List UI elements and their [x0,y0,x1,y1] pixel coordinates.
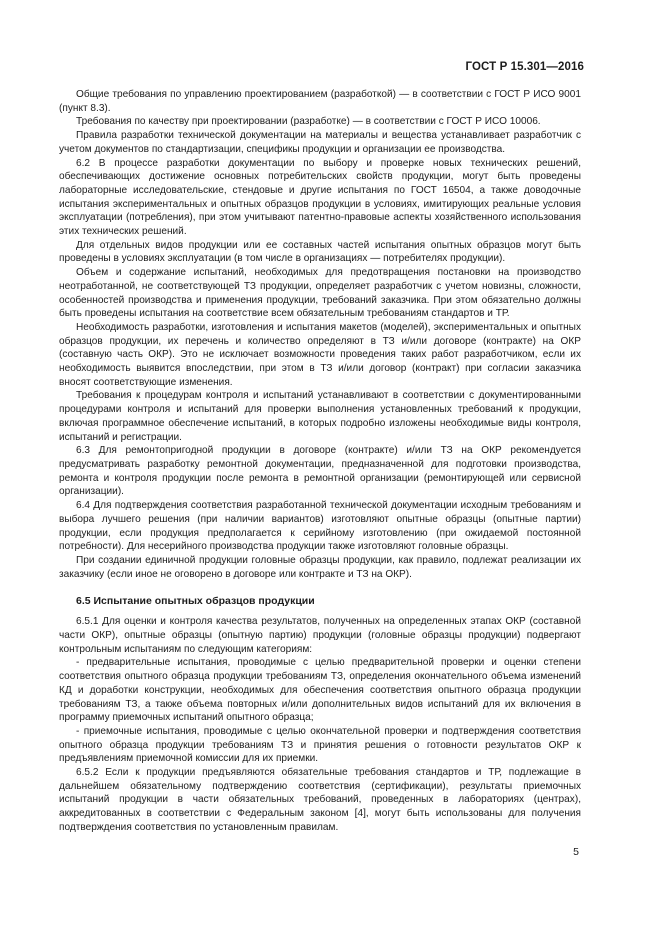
paragraph: 6.3 Для ремонтопригодной продукции в договоре (контракте) и/или ТЗ на ОКР рекомендуется предусматривать разработку ремонтной документации, предназначенной для подготовки производства, ремонта и контроля продукции после ремонта в ремонтной организации (ремонтирующей или сервисной организации). [59,445,581,498]
paragraph: Для отдельных видов продукции или ее составных частей испытания опытных образцов могут быть проведены в условиях эксплуатации (в том числе в организациях — потребителях продукции). [59,239,581,265]
document-code-header: ГОСТ Р 15.301—2016 [465,61,584,73]
page-number: 5 [573,846,579,858]
paragraph: Требования по качеству при проектировании (разработке) — в соответствии с ГОСТ Р ИСО 10006. [76,116,541,128]
paragraph: 6.5.1 Для оценки и контроля качества результатов, полученных на определенных этапах ОКР (составной части ОКР), опытные образцы (опытную партию) продукции (головные образцы продукции) подвергают контрольным испытаниям по следующим категориям: [59,616,581,655]
paragraph: 6.2 В процессе разработки документации по выбору и проверке новых технических решений, обеспечивающих достижение основных потребительских свойств продукции, могут быть проведены лабораторные исследовательские, стендовые и другие испытания по ГОСТ 16504, а также доводочные испытания экспериментальных и опытных образцов продукции в условиях, имитирующих реальные условия эксплуатации (потребления), при этом учитывают патентно-правовые аспекты хозяйственного использования этих технических решений. [59,157,581,238]
paragraph: Требования к процедурам контроля и испытаний устанавливают в соответствии с документированными процедурами контроля и испытаний для проверки выполнения установленных требований к продукции, включая программное обеспечение испытаний, в которых подробно изложены необходимые виды контроля, испытаний и регистрации. [59,390,581,443]
paragraph: 6.4 Для подтверждения соответствия разработанной технической документации исходным требованиям и выбора лучшего решения (при наличии вариантов) изготовляют опытные образцы (опытные партии) продукции, если продукция предполагается к серийному изготовлению (при ожидаемой постоянной потребности). Для несерийного производства продукции также изготовляют головные образцы. [59,500,581,553]
list-item: - приемочные испытания, проводимые с целью окончательной проверки и подтверждения соответствия опытного образца продукции требованиям ТЗ и принятия решения о готовности результатов ОКР к предъявлениям приемочной комиссии для их приемки. [59,725,581,765]
paragraph: 6.5.2 Если к продукции предъявляются обязательные требования стандартов и ТР, подлежащие в дальнейшем обязательному подтверждению соответствия (сертификации), результаты приемочных испытаний продукции в части обязательных требований, проведенных в лабораториях (центрах), аккредитованных в соответствии с Федеральным законом [4], могут быть использованы для получения подтверждения соответствия по установленным правилам. [59,767,581,833]
section-heading: 6.5 Испытание опытных образцов продукции [76,595,315,608]
paragraph: При создании единичной продукции головные образцы продукции, как правило, подлежат реализации их заказчику (если иное не оговорено в договоре или контракте и ТЗ на ОКР). [59,554,581,580]
paragraph: Общие требования по управлению проектированием (разработкой) — в соответствии с ГОСТ Р ИСО 9001 (пункт 8.3). [59,89,581,114]
paragraph: Правила разработки технической документации на материалы и вещества устанавливает разработчик с учетом документов по стандартизации, спецификы продукции и организации ее производства. [59,130,581,155]
list-item: - предварительные испытания, проводимые с целью предварительной проверки и оценки степени соответствия опытного образца продукции требованиям ТЗ, определения окончательного объема изменений КД и доработки конструкции, необходимых для обеспечения соответствия опытного образца продукции требованиям ТЗ, а также объема повторных и/или дополнительных видов испытаний для их включения в программу приемочных испытаний опытного образца; [59,657,581,724]
document-body [59,88,581,835]
paragraph: Объем и содержание испытаний, необходимых для предотвращения постановки на производство неотработанной, не соответствующей ТЗ продукции, определяет разработчик с учетом новизны, сложности, особенностей производства и применения продукции, требований заказчика. При этом обязательно должны быть проведены испытания на соответствие всем обязательным требованиям стандартов и ТР. [59,267,581,320]
paragraph: Необходимость разработки, изготовления и испытания макетов (моделей), экспериментальных и опытных образцов продукции, их перечень и количество определяют в ТЗ и/или договоре (контракте) на ОКР (составную часть ОКР). Это не исключает возможности проведения таких работ разработчиком, если их необходимость выявится впоследствии, при этом в ТЗ и/или договор (контракт) при согласии заказчика вносят соответствующие изменения. [59,321,581,388]
